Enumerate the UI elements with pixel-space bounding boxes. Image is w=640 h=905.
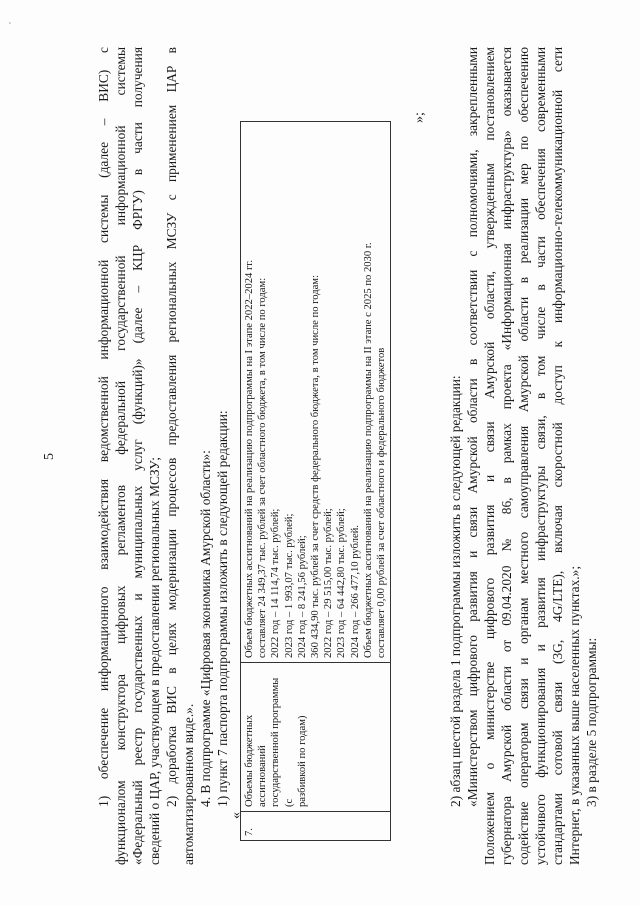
paragraph-5-line-1: 2) абзац шестой раздела 1 подпрограммы изложить в следующей редакции: <box>448 375 463 807</box>
paragraph-5-line-7: стандартами сотовой связи (3G, 4G/LTE), включая скоростной доступ к информационно-телекоммуникационной сети <box>550 47 565 865</box>
content-line: составляет 0,00 рублей за счет областного и федерального бюджетов <box>376 347 388 658</box>
content-line: Объем бюджетных ассигнований на реализацию подпрограммы на I этапе 2022–2024 гг. <box>244 259 255 658</box>
paragraph-6: 3) в разделе 5 подпрограммы: <box>584 637 599 807</box>
paragraph-1-line-4: сведений о ЦАР, участвующем в предоставлении региональных МСЗУ; <box>147 457 162 865</box>
paragraph-5-line-2: «Министерством цифрового развития и связи Амурской области в соответствии с полномочиями, закрепленными <box>465 47 480 807</box>
paragraph-4: 1) пункт 7 паспорта подпрограммы изложить в следующей редакции: <box>215 410 230 807</box>
paragraph-5-line-5: содействие операторам связи и органам местного самоуправления Амурской области в реализации мер по обеспечению <box>516 47 531 865</box>
content-line: 2024 год – 266 477,10 рублей. <box>349 525 361 658</box>
content-line: 2022 год – 29 515,00 тыс. рублей; <box>323 508 335 658</box>
row-content <box>241 122 391 663</box>
open-quote: « <box>229 812 244 819</box>
content-line: 360 434,90 тыс. рублей за счет средств федерального бюджета, в том числе по годам: <box>310 275 322 658</box>
paragraph-1-line-2: функционалом конструктора цифровых регламентов федеральной государственной информационной системы <box>113 47 128 865</box>
close-quote: »; <box>412 112 427 123</box>
paragraph-2-line-1: 2) доработка ВИС в целях модернизации процессов предоставления региональных МСЗУ с применением ЦАР в <box>164 47 179 807</box>
content-line: 2024 год – 8 241,56 рублей; <box>296 535 308 658</box>
paragraph-5-line-4: губернатора Амурской области от 09.04.2020 № 86, в рамках проекта «Информационная инфраструктура» оказывается <box>499 47 514 865</box>
row-label <box>241 663 391 812</box>
paragraph-5-line-8: Интернет, в указанных выше населенных пунктах.»; <box>567 565 582 865</box>
passport-table <box>240 121 391 841</box>
page-number: 5 <box>42 453 57 460</box>
paragraph-5-line-6: устойчивого функционирования и развития инфраструктуры связи, в том числе в части обеспечения современными <box>533 47 548 865</box>
paragraph-2-line-2: автоматизированном виде.». <box>181 703 196 865</box>
row-label-line: государственной программы (с <box>270 677 295 807</box>
table-row <box>241 122 391 841</box>
row-number: 7. <box>241 812 391 841</box>
paragraph-1-line-1: 1) обеспечение информационного взаимодействия ведомственной информационной системы (далее – ВИС) с <box>96 47 111 807</box>
content-line: Объем бюджетных ассигнований на реализацию подпрограммы на II этапе с 2025 по 2030 г. <box>362 242 374 658</box>
paragraph-1-line-3: «Федеральный реестр государственных и муниципальных услуг (функций)» (далее – КЦР ФРГУ) в части получения <box>130 47 145 865</box>
paragraph-3: 4. В подпрограмме «Цифровая экономика Амурской области»: <box>198 450 213 807</box>
paragraph-5-line-3: Положением о министерстве цифрового развития и связи Амурской области, утвержденным постановлением <box>482 47 497 865</box>
content-line: 2022 год – 14 114,74 тыс. рублей; <box>270 508 282 658</box>
content-line: 2023 год – 1 993,07 тыс. рублей; <box>283 513 295 658</box>
content-line: 2023 год – 64 442,80 тыс. рублей; <box>336 508 348 658</box>
content-line: составляет 24 349,37 тыс. рублей за счет областного бюджета, в том числе по годам: <box>257 277 269 658</box>
row-label-line: разбивкой по годам) <box>296 715 308 807</box>
row-label-line: Объемы бюджетных ассигнований <box>244 714 269 807</box>
scan-mark: ˙ <box>6 21 20 25</box>
